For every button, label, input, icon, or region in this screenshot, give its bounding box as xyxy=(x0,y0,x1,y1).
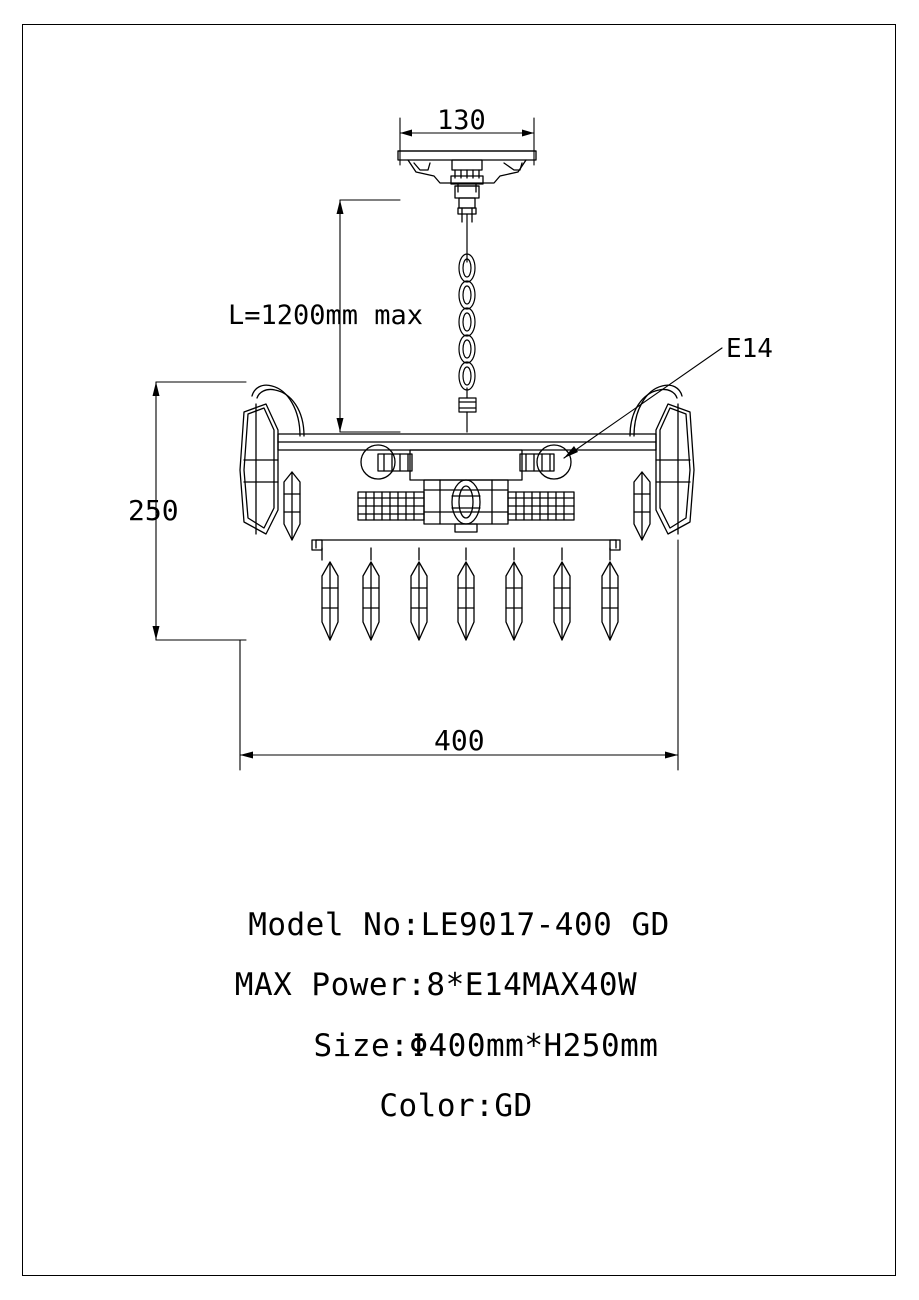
spec-model: Model No:LE9017-400 GD xyxy=(248,907,670,943)
spec-color: Color:GD xyxy=(379,1088,533,1125)
crystal-pendant xyxy=(322,548,338,640)
dimension-label-diameter: 400 xyxy=(434,724,485,757)
inner-crystal-drops-upper xyxy=(284,472,650,540)
dimension-label-height: 250 xyxy=(128,494,179,527)
spec-size: Size:Φ400mm*H250mm xyxy=(313,1027,659,1064)
crystal-pendant xyxy=(506,548,522,640)
crystal-pendant xyxy=(411,548,427,640)
crystal-pendant xyxy=(602,548,618,640)
callout-label-e14: E14 xyxy=(726,334,773,364)
spec-max-power: MAX Power:8*E14MAX40W xyxy=(234,967,638,1004)
specification-block xyxy=(60,895,860,1137)
dimension-label-drop-length: L=1200mm max xyxy=(228,300,424,331)
horizontal-mounting-plate xyxy=(278,434,656,450)
crystal-pendant xyxy=(554,548,570,640)
suspension-chain xyxy=(459,214,476,432)
crystal-pendant xyxy=(458,548,474,640)
central-crystal-body xyxy=(410,450,522,532)
dimension-label-top-width: 130 xyxy=(437,105,486,136)
crystal-pendant xyxy=(363,548,379,640)
ceiling-canopy xyxy=(398,151,536,222)
crystal-pendants xyxy=(322,548,618,640)
